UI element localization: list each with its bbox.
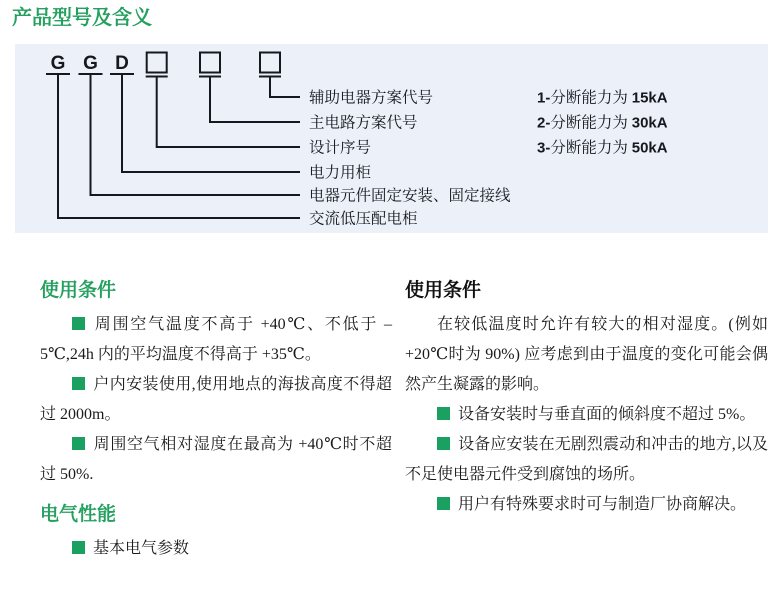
usage-conditions-heading: 使用条件 <box>40 280 117 301</box>
bullet-square-icon <box>72 541 85 554</box>
bullet-square-icon <box>437 407 450 420</box>
usage-condition-text: 户内安装使用,使用地点的海拔高度不得超过 2000m。 <box>40 376 392 423</box>
usage-condition-text: 用户有特殊要求时可与制造厂协商解决。 <box>458 496 747 513</box>
diagram-label-fixed-mount: 电器元件固定安装、固定接线 <box>309 187 511 205</box>
model-designation-panel <box>15 44 768 233</box>
electrical-performance-item <box>40 534 392 564</box>
placeholder-box <box>200 53 220 73</box>
bullet-square-icon <box>72 377 85 390</box>
connector-main-scheme <box>210 77 300 123</box>
usage-condition-item <box>40 370 392 430</box>
usage-condition-text: 周围空气相对湿度在最高为 +40℃时不超过 50%. <box>40 436 392 483</box>
connector-aux-scheme <box>270 77 300 98</box>
breaking-capacity-1: 1-分断能力为 15kA <box>537 89 668 107</box>
electrical-performance-heading: 电气性能 <box>40 504 117 525</box>
usage-conditions-section-right <box>405 278 768 520</box>
code-letter: D <box>115 53 129 74</box>
usage-condition-text: 设备安装时与垂直面的倾斜度不超过 5%。 <box>458 406 756 423</box>
usage-conditions-heading-right: 使用条件 <box>405 280 482 301</box>
bullet-square-icon <box>437 497 450 510</box>
usage-condition-item <box>405 490 768 520</box>
usage-condition-item <box>40 430 392 490</box>
usage-condition-text: 设备应安装在无剧烈震动和冲击的地方,以及不足使电器元件受到腐蚀的场所。 <box>405 436 768 483</box>
bullet-square-icon <box>437 437 450 450</box>
diagram-label-power-cabinet: 电力用柜 <box>309 164 372 182</box>
usage-condition-item <box>40 310 392 370</box>
usage-conditions-section-left <box>40 278 392 564</box>
model-designation-diagram <box>15 44 768 233</box>
page-title: 产品型号及含义 <box>12 7 152 29</box>
breaking-capacity-2: 2-分断能力为 30kA <box>537 114 668 132</box>
connector-design-serial <box>157 77 300 148</box>
diagram-label-aux-scheme: 辅助电器方案代号 <box>309 89 434 107</box>
diagram-label-ac-lv-cabinet: 交流低压配电柜 <box>309 210 418 228</box>
usage-intro-paragraph: 在较低温度时允许有较大的相对湿度。(例如+20℃时为 90%) 应考虑到由于温度的变化可能会偶然产生凝露的影响。 <box>405 316 768 393</box>
electrical-performance-text: 基本电气参数 <box>93 540 190 557</box>
diagram-label-design-serial: 设计序号 <box>309 139 372 157</box>
usage-condition-item <box>405 400 768 430</box>
diagram-label-main-scheme: 主电路方案代号 <box>309 114 418 132</box>
usage-condition-item <box>405 430 768 490</box>
code-letter: G <box>83 53 98 74</box>
usage-condition-text: 周围空气温度不高于 +40℃、不低于 –5℃,24h 内的平均温度不得高于 +35℃。 <box>40 316 392 363</box>
breaking-capacity-3: 3-分断能力为 50kA <box>537 139 668 157</box>
bullet-square-icon <box>72 437 85 450</box>
code-letter: G <box>50 53 66 74</box>
placeholder-box <box>260 53 280 73</box>
placeholder-box <box>147 53 167 73</box>
bullet-square-icon <box>72 317 85 330</box>
